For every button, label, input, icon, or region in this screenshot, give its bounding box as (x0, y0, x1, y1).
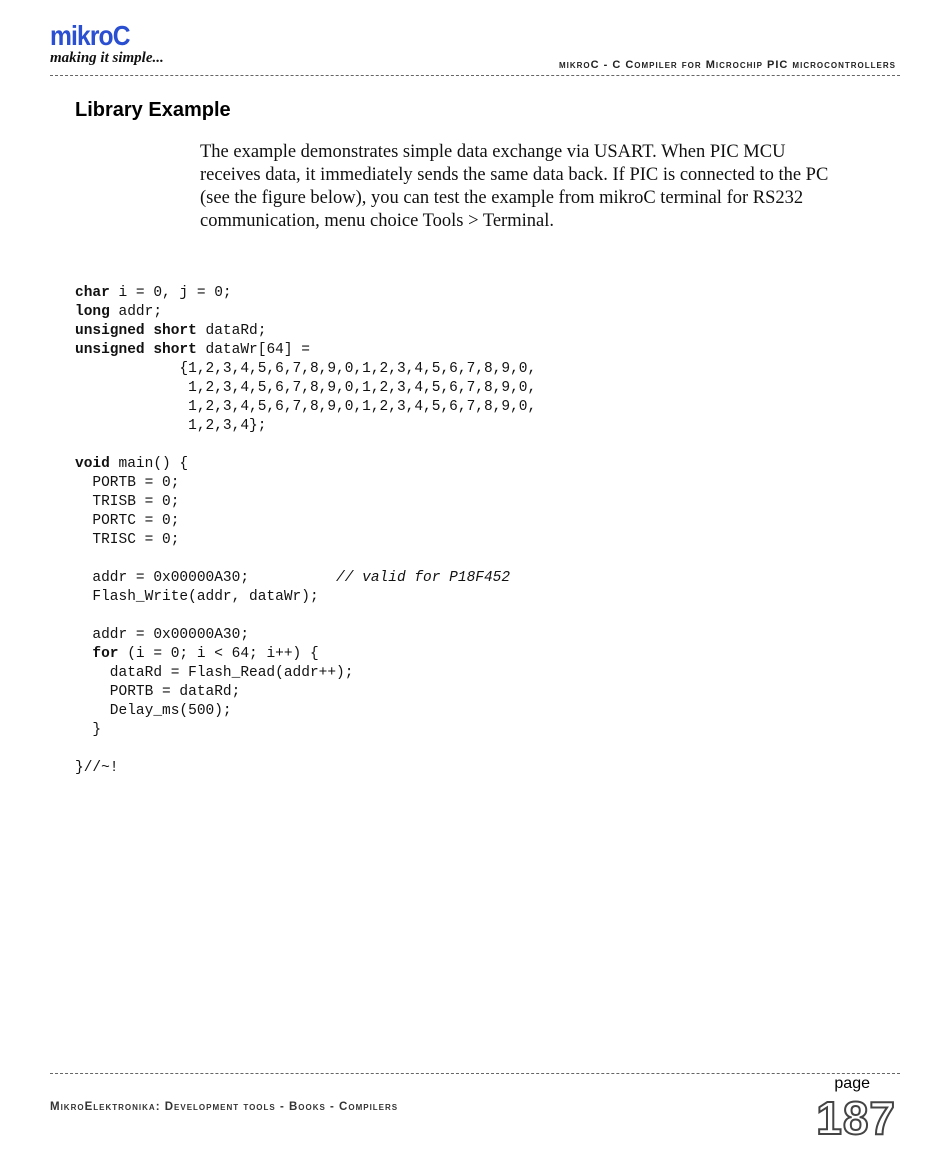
code-line (75, 303, 536, 322)
code-text: (i = 0; i < 64; i++) { (118, 646, 319, 662)
brand-logo (50, 20, 164, 67)
code-line (75, 702, 536, 721)
page-number: 187 (816, 1092, 896, 1144)
code-line (75, 455, 536, 474)
code-keyword: unsigned short (75, 323, 197, 339)
header-divider (50, 75, 900, 76)
page-label: page (834, 1075, 870, 1092)
code-text: TRISB = 0; (75, 494, 180, 510)
code-line (75, 398, 536, 417)
code-line (75, 417, 536, 436)
code-text: dataWr[64] = (196, 342, 310, 358)
code-line (75, 550, 536, 569)
code-line (75, 284, 536, 303)
header-title: mikroC - C Compiler for Microchip PIC microcontrollers (558, 59, 896, 71)
code-text: TRISC = 0; (75, 532, 180, 548)
section-title: Library Example (75, 99, 231, 121)
code-text: main() { (109, 456, 189, 472)
code-line (75, 664, 536, 683)
footer-divider (50, 1073, 900, 1074)
code-text: addr; (109, 304, 163, 320)
code-indent (75, 646, 92, 662)
intro-paragraph: The example demonstrates simple data exchange via USART. When PIC MCU receives data, it immediately sends the same data back. If PIC is connected to the PC (see the figure below), you can test the example from mikroC terminal for RS232 communication, menu choice Tools > Terminal. (200, 142, 829, 231)
code-text: 1,2,3,4,5,6,7,8,9,0,1,2,3,4,5,6,7,8,9,0, (75, 399, 537, 415)
code-text: }//~! (75, 760, 119, 776)
code-line (75, 569, 536, 588)
code-keyword: long (75, 304, 110, 320)
code-line (75, 645, 536, 664)
code-line (75, 512, 536, 531)
code-line (75, 474, 536, 493)
code-line (75, 379, 536, 398)
code-line (75, 341, 536, 360)
code-line (75, 759, 536, 778)
code-keyword: unsigned short (75, 342, 197, 358)
code-text: dataRd; (196, 323, 267, 339)
code-text: addr = 0x00000A30; (75, 627, 250, 643)
brand-tagline: making it simple... (50, 50, 164, 66)
code-keyword: for (92, 646, 119, 662)
code-text: PORTB = dataRd; (75, 684, 241, 700)
code-line (75, 721, 536, 740)
code-text: PORTB = 0; (75, 475, 180, 491)
code-text: addr = 0x00000A30; (75, 570, 337, 586)
code-line (75, 626, 536, 645)
code-line (75, 360, 536, 379)
code-line (75, 740, 536, 759)
code-text: 1,2,3,4}; (75, 418, 267, 434)
code-block (75, 284, 536, 778)
code-text: i = 0, j = 0; (109, 285, 232, 301)
code-line (75, 493, 536, 512)
code-text: } (75, 722, 102, 738)
code-text: {1,2,3,4,5,6,7,8,9,0,1,2,3,4,5,6,7,8,9,0, (75, 361, 537, 377)
code-text: dataRd = Flash_Read(addr++); (75, 665, 354, 681)
code-keyword: char (75, 285, 110, 301)
code-line (75, 683, 536, 702)
code-text: 1,2,3,4,5,6,7,8,9,0,1,2,3,4,5,6,7,8,9,0, (75, 380, 537, 396)
code-line (75, 607, 536, 626)
brand-name: mikroC (50, 20, 130, 51)
code-line (75, 322, 536, 341)
code-comment: // valid for P18F452 (336, 570, 511, 586)
footer-text: MikroElektronika: Development tools - Books - Compilers (50, 1101, 399, 1113)
code-keyword: void (75, 456, 110, 472)
code-text: PORTC = 0; (75, 513, 180, 529)
code-text: Flash_Write(addr, dataWr); (75, 589, 319, 605)
code-line (75, 588, 536, 607)
code-text: Delay_ms(500); (75, 703, 232, 719)
code-line (75, 436, 536, 455)
code-line (75, 531, 536, 550)
